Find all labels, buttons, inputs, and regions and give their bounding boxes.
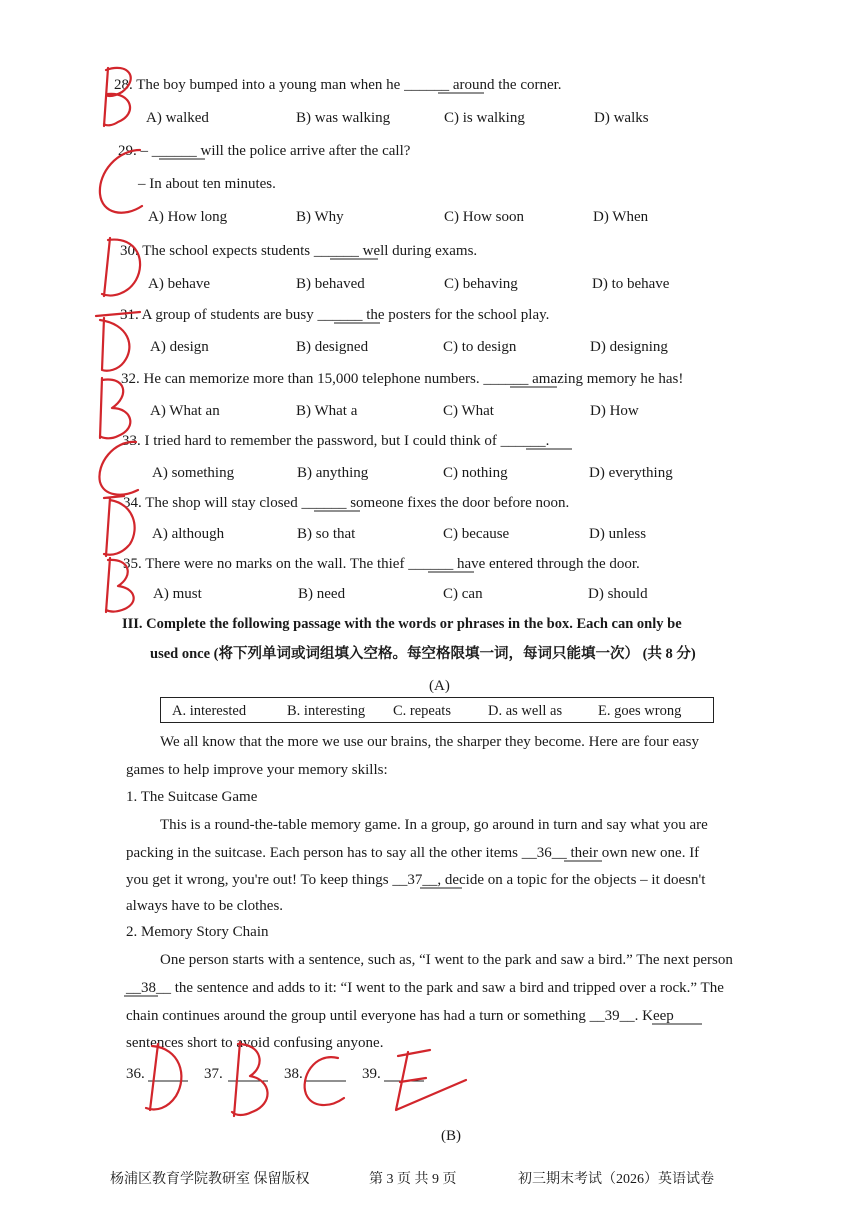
question-33-option-b: B) anything xyxy=(297,465,369,481)
part-b-label: (B) xyxy=(441,1128,461,1144)
handwritten-d-36 xyxy=(146,1044,181,1110)
game-1-line-2: packing in the suitcase. Each person has to say all the other items __36__ their own new one. If xyxy=(126,845,700,861)
game-2-title: 2. Memory Story Chain xyxy=(126,924,269,940)
game-2-line-2: __38__ the sentence and adds to it: “I went to the park and saw a bird and tripped over a rock.” The xyxy=(126,980,724,996)
answer-label-39: 39. xyxy=(362,1066,381,1082)
handwritten-c-38 xyxy=(305,1057,344,1105)
question-33-option-c: C) nothing xyxy=(443,465,508,481)
section-3-instruction-line2: used once (将下列单词或词组填入空格。每空格限填一词，每词只能填一次） (共 8 分) xyxy=(150,646,696,662)
footer-page-number: 第 3 页 共 9 页 xyxy=(369,1172,457,1187)
question-29-reply: – In about ten minutes. xyxy=(138,176,276,192)
question-32-option-b: B) What a xyxy=(296,403,358,419)
game-1-line-4: always have to be clothes. xyxy=(126,898,284,914)
question-35-option-b: B) need xyxy=(298,586,346,602)
answer-label-38: 38. xyxy=(284,1066,303,1082)
question-34-option-c: C) because xyxy=(443,526,510,542)
footer-copyright: 杨浦区教育学院教研室 保留版权 xyxy=(110,1172,310,1187)
question-32-option-d: D) How xyxy=(590,403,639,419)
question-30-option-b: B) behaved xyxy=(296,276,365,292)
box-option-a: A. interested xyxy=(172,703,247,719)
question-30-option-c: C) behaving xyxy=(444,276,518,292)
question-32-option-a: A) What an xyxy=(150,403,220,419)
question-35-stem: 35. There were no marks on the wall. The thief ______ have entered through the door. xyxy=(123,556,640,572)
game-1-title: 1. The Suitcase Game xyxy=(126,789,258,805)
question-28-option-d: D) walks xyxy=(594,110,649,126)
question-31-option-d: D) designing xyxy=(590,339,668,355)
box-option-b: B. interesting xyxy=(287,703,366,719)
question-33-option-d: D) everything xyxy=(589,465,673,481)
handwritten-e-39 xyxy=(396,1050,466,1110)
game-1-line-1: This is a round-the-table memory game. In a group, go around in turn and say what you are xyxy=(160,817,708,833)
question-35-option-a: A) must xyxy=(153,586,202,602)
box-option-d: D. as well as xyxy=(488,703,563,719)
answer-label-37: 37. xyxy=(204,1066,223,1082)
question-31-option-c: C) to design xyxy=(443,339,517,355)
question-30-option-d: D) to behave xyxy=(592,276,670,292)
question-33-stem: 33. I tried hard to remember the password, but I could think of ______. xyxy=(122,433,550,449)
question-30-stem: 30. The school expects students ______ well during exams. xyxy=(120,243,478,259)
question-29-option-c: C) How soon xyxy=(444,209,525,225)
question-33-option-a: A) something xyxy=(152,465,235,481)
question-32-stem: 32. He can memorize more than 15,000 telephone numbers. ______ amazing memory he has! xyxy=(121,371,684,387)
game-2-line-1: One person starts with a sentence, such as, “I went to the park and saw a bird.” The next person xyxy=(160,952,733,968)
question-34-option-d: D) unless xyxy=(589,526,647,542)
question-30-option-a: A) behave xyxy=(148,276,211,292)
question-34-stem: 34. The shop will stay closed ______ someone fixes the door before noon. xyxy=(123,495,570,511)
question-35-option-c: C) can xyxy=(443,586,483,602)
question-29-stem: 29. – ______ will the police arrive after the call? xyxy=(118,143,411,159)
question-34-option-a: A) although xyxy=(152,526,225,542)
footer-exam-title: 初三期末考试（2026）英语试卷 xyxy=(518,1172,714,1187)
question-31-option-a: A) design xyxy=(150,339,209,355)
question-31-stem: 31. A group of students are busy ______ the posters for the school play. xyxy=(120,307,550,323)
part-a-label: (A) xyxy=(429,678,450,694)
question-34-option-b: B) so that xyxy=(297,526,356,542)
game-2-line-3: chain continues around the group until everyone has had a turn or something __39__. Keep xyxy=(126,1008,674,1024)
question-32-option-c: C) What xyxy=(443,403,494,419)
question-28-option-c: C) is walking xyxy=(444,110,525,126)
question-29-option-a: A) How long xyxy=(148,209,228,225)
handwritten-b-37 xyxy=(232,1042,268,1116)
game-1-line-3: you get it wrong, you're out! To keep things __37__, decide on a topic for the objects – it doesn't xyxy=(126,872,706,888)
question-29-option-d: D) When xyxy=(593,209,649,225)
intro-line-2: games to help improve your memory skills: xyxy=(126,762,388,778)
intro-line-1: We all know that the more we use our brains, the sharper they become. Here are four easy xyxy=(160,734,699,750)
section-3-instruction-line1: III. Complete the following passage with the words or phrases in the box. Each can only be xyxy=(122,616,682,632)
question-29-option-b: B) Why xyxy=(296,209,344,225)
box-option-c: C. repeats xyxy=(393,703,451,719)
question-28-stem: 28. The boy bumped into a young man when he ______ around the corner. xyxy=(114,77,562,93)
game-2-line-4: sentences short to avoid confusing anyone. xyxy=(126,1035,384,1051)
question-28-option-a: A) walked xyxy=(146,110,209,126)
question-35-option-d: D) should xyxy=(588,586,648,602)
question-31-option-b: B) designed xyxy=(296,339,369,355)
box-option-e: E. goes wrong xyxy=(598,703,682,719)
question-28-option-b: B) was walking xyxy=(296,110,391,126)
answer-label-36: 36. xyxy=(126,1066,145,1082)
